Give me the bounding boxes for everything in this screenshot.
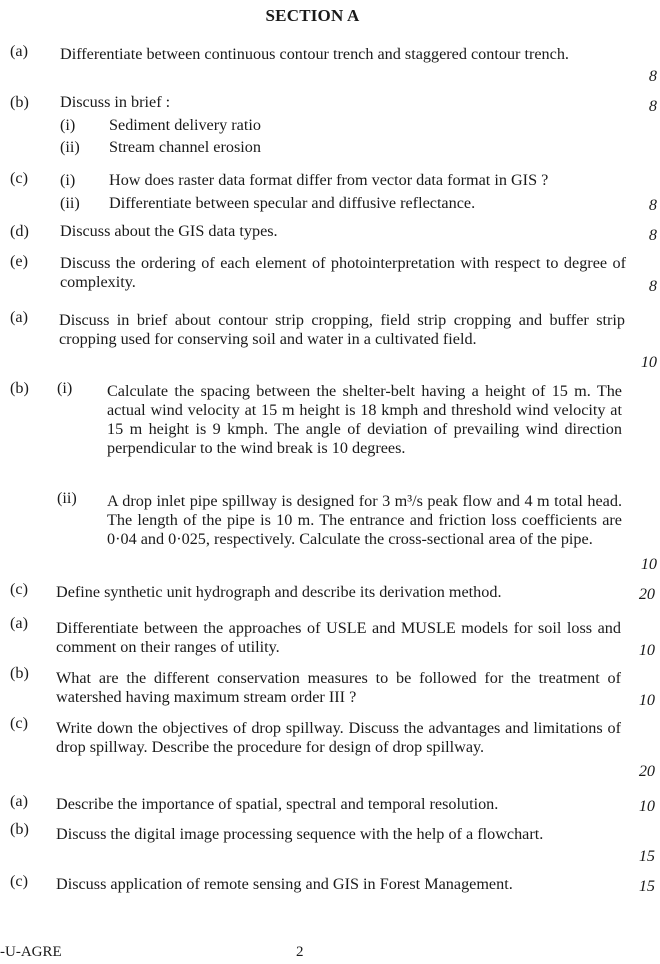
question-text: Discuss in brief : bbox=[60, 93, 171, 111]
section-title: SECTION A bbox=[265, 6, 360, 25]
question-text: Discuss the digital image processing sequence with the help of a flowchart. bbox=[56, 825, 544, 843]
question-label: (b) bbox=[10, 379, 29, 397]
question-label: (b) bbox=[10, 664, 29, 682]
question-text: Write down the objectives of drop spillway. Discuss the advantages and limitations of drop spillway. Describe the procedure for design of drop spillway. bbox=[56, 719, 621, 756]
sub-text: Sediment delivery ratio bbox=[109, 116, 261, 134]
question-text: Differentiate between continuous contour trench and staggered contour trench. bbox=[60, 45, 569, 63]
sub-text: Calculate the spacing between the shelter-belt having a height of 15 m. The actual wind velocity at 15 m height is 18 kmph and threshold wind velocity at 15 m height is 9 kmph. The angle of deviation of prevailing wind direction perpendicular to the wind break is 10 degrees. bbox=[107, 382, 622, 457]
question-marks: 15 bbox=[638, 847, 655, 865]
question-text: Discuss application of remote sensing and GIS in Forest Management. bbox=[56, 875, 513, 893]
sub-label: (ii) bbox=[57, 489, 77, 507]
question-label: (e) bbox=[10, 252, 28, 270]
page-number: 2 bbox=[296, 944, 304, 960]
paper-code: -U-AGRE bbox=[0, 944, 62, 960]
question-label: (c) bbox=[10, 872, 28, 890]
question-marks: 15 bbox=[638, 877, 655, 895]
sub-label: (i) bbox=[57, 379, 73, 397]
question-label: (a) bbox=[10, 42, 28, 60]
sub-text: Differentiate between specular and diffusive reflectance. bbox=[109, 194, 476, 212]
question-label: (d) bbox=[10, 222, 29, 240]
question-label: (c) bbox=[10, 714, 28, 732]
question-text: Differentiate between the approaches of USLE and MUSLE models for soil loss and comment on their ranges of utility. bbox=[56, 619, 621, 656]
question-label: (c) bbox=[10, 169, 28, 187]
question-text: Discuss about the GIS data types. bbox=[60, 222, 278, 240]
question-marks: 10 bbox=[638, 691, 655, 709]
sub-text: Stream channel erosion bbox=[109, 138, 261, 156]
question-marks: 8 bbox=[648, 97, 657, 115]
question-text: Discuss the ordering of each element of photointerpretation with respect to degree of complexity. bbox=[60, 254, 626, 291]
sub-text: A drop inlet pipe spillway is designed for 3 m³/s peak flow and 4 m total head. The length of the pipe is 10 m. The entrance and friction loss coefficients are 0·04 and 0·025, respectively. Calculate the cross-sectional area of the pipe. bbox=[107, 492, 622, 548]
question-marks: 8 bbox=[648, 226, 657, 244]
question-marks: 8 bbox=[648, 196, 657, 214]
question-marks: 8 bbox=[648, 277, 657, 295]
sub-text: How does raster data format differ from vector data format in GIS ? bbox=[109, 171, 549, 189]
sub-label: (i) bbox=[60, 116, 76, 134]
question-marks: 10 bbox=[638, 641, 655, 659]
question-text: What are the different conservation measures to be followed for the treatment of watershed having maximum stream order III ? bbox=[56, 669, 621, 706]
question-label: (a) bbox=[10, 308, 28, 326]
sub-label: (ii) bbox=[60, 194, 80, 212]
question-label: (b) bbox=[10, 93, 29, 111]
question-text: Describe the importance of spatial, spectral and temporal resolution. bbox=[56, 795, 499, 813]
question-marks: 10 bbox=[638, 797, 655, 815]
question-text: Discuss in brief about contour strip cropping, field strip cropping and buffer strip cropping used for conserving soil and water in a cultivated field. bbox=[59, 311, 625, 348]
question-marks: 20 bbox=[638, 762, 655, 780]
question-label: (a) bbox=[10, 614, 28, 632]
question-label: (b) bbox=[10, 820, 29, 838]
sub-label: (ii) bbox=[60, 138, 80, 156]
question-marks: 8 bbox=[648, 67, 657, 85]
question-marks: 20 bbox=[638, 585, 655, 603]
question-marks: 10 bbox=[640, 353, 657, 371]
question-text: Define synthetic unit hydrograph and describe its derivation method. bbox=[56, 583, 502, 601]
question-label: (a) bbox=[10, 792, 28, 810]
sub-label: (i) bbox=[60, 171, 76, 189]
question-marks: 10 bbox=[640, 555, 657, 573]
question-label: (c) bbox=[10, 580, 28, 598]
